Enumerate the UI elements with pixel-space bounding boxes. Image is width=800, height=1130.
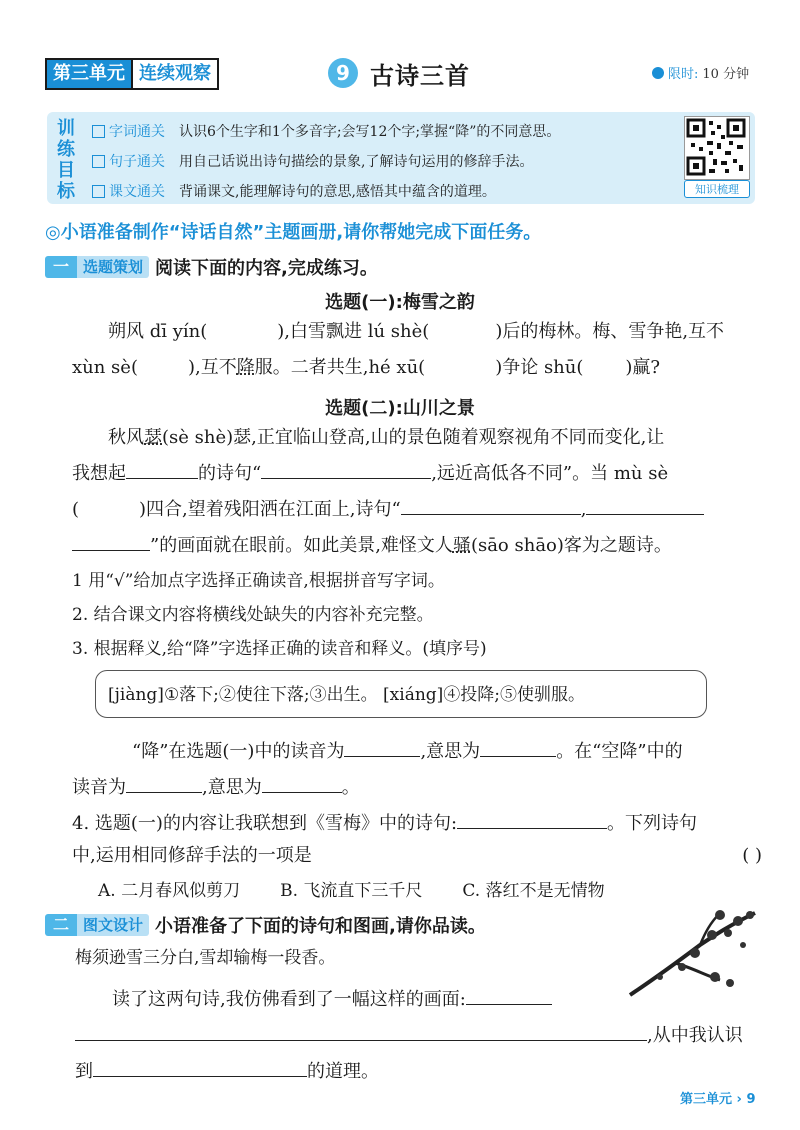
text-segment: ),白雪飘进 lú shè( bbox=[277, 321, 430, 342]
section-header bbox=[45, 912, 486, 938]
text-segment: 到 bbox=[75, 1061, 93, 1082]
checkbox[interactable] bbox=[92, 155, 105, 168]
unit-badge bbox=[45, 58, 219, 90]
text-segment: 秋风 bbox=[108, 427, 144, 448]
dotted-char: 骚 bbox=[452, 535, 471, 556]
qr-label: 知识梳理 bbox=[684, 180, 750, 198]
page-number: 9 bbox=[746, 1092, 756, 1107]
answer-blank[interactable] bbox=[262, 774, 342, 793]
unit-label: 第三单元 bbox=[47, 60, 131, 88]
lesson-title: 古诗三首 bbox=[370, 62, 470, 90]
text-segment: 。下列诗句 bbox=[607, 813, 698, 834]
text-segment: 的道理。 bbox=[307, 1061, 379, 1082]
text-line bbox=[72, 528, 672, 564]
text-line bbox=[72, 456, 668, 492]
text-segment: , bbox=[580, 499, 587, 520]
poem-line: 梅须逊雪三分白,雪却输梅一段香。 bbox=[75, 948, 336, 968]
question-1: 1 用“√”给加点字选择正确读音,根据拼音写字词。 bbox=[72, 571, 445, 591]
task-intro: ◎小语准备制作“诗话自然”主题画册,请你帮她完成下面任务。 bbox=[45, 222, 542, 243]
text-segment: 。 bbox=[341, 777, 360, 798]
text-segment: xùn sè( bbox=[72, 357, 138, 378]
plum-blossom-illustration bbox=[620, 905, 760, 1000]
definition-box: [jiàng]①落下;②使往下落;③出生。 [xiáng]④投降;⑤使驯服。 bbox=[95, 670, 707, 718]
footer-unit: 第三单元 bbox=[680, 1092, 733, 1107]
text-segment: 服。二者共生,hé xū( bbox=[254, 357, 426, 378]
goal-desc: 用自己话说出诗句描绘的景象,了解诗句运用的修辞手法。 bbox=[179, 154, 534, 170]
topic-title: 选题(一):梅雪之韵 bbox=[325, 292, 475, 313]
section-name: 选题策划 bbox=[77, 256, 149, 278]
answer-blank[interactable] bbox=[75, 1022, 647, 1041]
text-segment: ( bbox=[72, 499, 80, 520]
option-b[interactable]: B. 飞流直下三千尺 bbox=[280, 881, 423, 901]
text-segment: )争论 shū( bbox=[495, 357, 584, 378]
section-desc: 阅读下面的内容,完成练习。 bbox=[155, 258, 378, 279]
text-segment: (sè shè)瑟,正宜临山登高,山的景色随着观察视角不同而变化,让 bbox=[162, 427, 665, 448]
goal-desc: 认识6个生字和1个多音字;会写12个字;掌握“降”的不同意思。 bbox=[179, 124, 561, 140]
answer-blank[interactable] bbox=[344, 738, 420, 757]
question-3: 3. 根据释义,给“降”字选择正确的读音和释义。(填序号) bbox=[72, 639, 487, 659]
text-segment: 4. 选题(一)的内容让我联想到《雪梅》中的诗句: bbox=[72, 813, 458, 834]
text-line bbox=[72, 838, 762, 874]
qr-code[interactable] bbox=[684, 116, 750, 180]
text-segment: ”的画面就在眼前。如此美景,难怪文人 bbox=[150, 535, 453, 556]
topic-title: 选题(二):山川之景 bbox=[325, 398, 475, 419]
text-segment: 朔风 dī yín( bbox=[108, 321, 208, 342]
answer-blank[interactable] bbox=[401, 496, 581, 515]
option-a[interactable]: A. 二月春风似剪刀 bbox=[98, 881, 241, 901]
dotted-char: 瑟 bbox=[144, 427, 162, 448]
text-segment: )后的梅林。梅、雪争艳,互不 bbox=[495, 321, 725, 342]
answer-paren[interactable]: ( ) bbox=[742, 845, 762, 866]
text-segment: )赢? bbox=[625, 357, 661, 378]
text-segment: ,意思为 bbox=[202, 777, 262, 798]
unit-theme: 连续观察 bbox=[131, 60, 217, 88]
text-segment: ,意思为 bbox=[420, 741, 481, 762]
text-line bbox=[75, 1018, 743, 1054]
goal-title: 字词通关 bbox=[109, 124, 165, 140]
section-desc: 小语准备了下面的诗句和图画,请你品读。 bbox=[155, 916, 486, 937]
text-segment: 读了这两句诗,我仿佛看到了一幅这样的画面: bbox=[112, 989, 466, 1010]
goals-side-label bbox=[55, 118, 77, 202]
goals-side-char: 目 bbox=[57, 160, 75, 181]
text-segment: 我想起 bbox=[72, 463, 126, 484]
q4-options bbox=[98, 876, 605, 901]
lesson-number: 9 bbox=[328, 58, 358, 88]
text-line bbox=[108, 420, 664, 456]
text-line bbox=[132, 734, 683, 770]
goals-side-char: 练 bbox=[57, 139, 75, 160]
goal-row bbox=[92, 181, 496, 201]
text-segment: (sāo shāo)客为之题诗。 bbox=[470, 535, 672, 556]
goal-title: 课文通关 bbox=[109, 184, 165, 200]
text-segment: “降”在选题(一)中的读音为 bbox=[132, 741, 345, 762]
answer-blank[interactable] bbox=[261, 460, 431, 479]
goal-row bbox=[92, 121, 560, 141]
text-line bbox=[72, 770, 360, 806]
answer-blank[interactable] bbox=[93, 1058, 307, 1077]
text-segment: 中,运用相同修辞手法的一项是 bbox=[72, 845, 312, 866]
checkbox[interactable] bbox=[92, 125, 105, 138]
goal-desc: 背诵课文,能理解诗句的意思,感悟其中蕴含的道理。 bbox=[179, 184, 496, 200]
page-footer bbox=[680, 1088, 755, 1107]
text-line bbox=[72, 492, 704, 528]
goals-side-char: 训 bbox=[57, 118, 75, 139]
text-segment: 。在“空降”中的 bbox=[556, 741, 683, 762]
section-header bbox=[45, 254, 378, 280]
text-line bbox=[112, 982, 552, 1018]
text-line bbox=[108, 314, 724, 350]
section-number: 一 bbox=[45, 256, 77, 278]
text-segment: 读音为 bbox=[72, 777, 126, 798]
question-4 bbox=[72, 806, 697, 842]
time-limit bbox=[652, 63, 749, 82]
text-segment: )四合,望着残阳洒在江面上,诗句“ bbox=[139, 499, 401, 520]
goals-side-char: 标 bbox=[57, 181, 75, 202]
clock-icon bbox=[652, 67, 664, 79]
text-line bbox=[75, 1054, 379, 1090]
answer-blank[interactable] bbox=[126, 774, 202, 793]
goal-title: 句子通关 bbox=[109, 154, 165, 170]
answer-blank[interactable] bbox=[72, 532, 150, 551]
question-2: 2. 结合课文内容将横线处缺失的内容补充完整。 bbox=[72, 605, 434, 625]
answer-blank[interactable] bbox=[126, 460, 198, 479]
answer-blank[interactable] bbox=[457, 810, 607, 829]
answer-blank[interactable] bbox=[480, 738, 556, 757]
time-limit-label: 限时: bbox=[668, 67, 699, 82]
section-name: 图文设计 bbox=[77, 914, 149, 936]
text-line bbox=[72, 350, 660, 386]
text-segment: 的诗句“ bbox=[198, 463, 262, 484]
option-c[interactable]: C. 落红不是无情物 bbox=[462, 881, 605, 901]
section-number: 二 bbox=[45, 914, 77, 936]
answer-blank[interactable] bbox=[466, 986, 552, 1005]
time-limit-value: 10 分钟 bbox=[702, 67, 750, 82]
dotted-char: 降 bbox=[236, 357, 255, 378]
text-segment: ,从中我认识 bbox=[647, 1025, 743, 1046]
goal-row bbox=[92, 151, 533, 171]
chevron-right-icon: › bbox=[736, 1092, 742, 1107]
text-segment: ,远近高低各不同”。当 mù sè bbox=[431, 463, 669, 484]
checkbox[interactable] bbox=[92, 185, 105, 198]
answer-blank[interactable] bbox=[586, 496, 704, 515]
text-segment: ),互不 bbox=[187, 357, 237, 378]
